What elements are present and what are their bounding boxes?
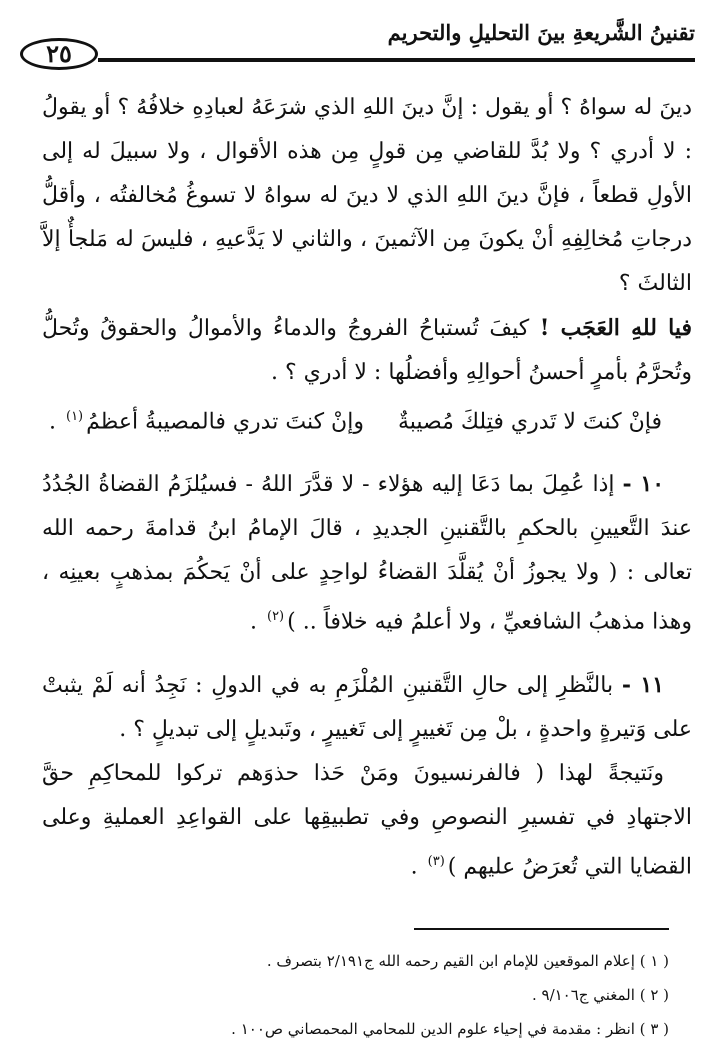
footnote-2: ( ٢ ) المغني ج٩/١٠٦ . <box>531 986 669 1004</box>
paragraph-2 <box>42 306 692 395</box>
page-header <box>20 20 695 72</box>
verse-second-hemistich: وإنْ كنتَ تدري فالمصيبةُ أعظمُ <box>86 409 364 435</box>
footnote-ref-1[interactable]: (١) <box>65 409 84 424</box>
main-text <box>42 86 692 889</box>
paragraph-10-text: إذا عُمِلَ بما دَعَا إليه هؤلاء - لا قدَّرَ اللهُ - فسيُلزَمُ القضاةُ الجُدُدُ عندَ التَّعيينِ بالحكمِ بالتَّقنينِ الجديدِ ، قالَ الإمامُ ابنُ قدامةَ رحمه الله تعالى : ( ولا يجوزُ أنْ يُقلَّدَ القضاءُ لواحِدٍ على أنْ يَحكُمَ بمذهبٍ بعينِه ، وهذا مذهبُ الشافعيِّ ، ولا أعلمُ فيه خلافاً .. ) <box>42 472 692 635</box>
paragraph-11 <box>42 663 692 752</box>
paragraph-11-text: بالنَّظرِ إلى حالِ التَّقنينِ المُلْزَمِ به في الدولِ : نَجِدُ أنه لَمْ يثبتْ على وَتيرةٍ واحدةٍ ، بلْ مِن تَغييرٍ إلى تَغييرٍ ، وتَبديلٍ إلى تبديلٍ ؟ . <box>42 672 692 742</box>
footnote-separator <box>414 928 669 930</box>
paragraph-10: ١٠ - إذا عُمِلَ بما دَعَا إليه هؤلاء - لا قدَّرَ اللهُ - فسيُلزَمُ القضاةُ الجُدُدُ عندَ التَّعيينِ بالحكمِ بالتَّقنينِ الجديدِ ، قالَ الإمامُ ابنُ قدامةَ رحمه الله تعالى : ( ولا يجوزُ أنْ يُقلَّدَ القضاءُ لواحِدٍ على أنْ يَحكُمَ بمذهبٍ بعينِه ، وهذا مذهبُ الشافعيِّ ، ولا أعلمُ فيه خلافاً .. )$^{(٢)}$ . <box>42 471 692 635</box>
footnotes <box>29 944 669 1046</box>
paragraph-1-text: دينَ له سواهُ ؟ أو يقول : إنَّ دينَ اللهِ الذي شرَعَهُ لعبادِهِ خلافُهُ ؟ أو يقولُ : لا أدري ؟ ولا بُدَّ للقاضي مِن قولٍ مِن هذه الأقوال ، ولا سبيلَ له إلى الأولِ قطعاً ، فإنَّ دينَ اللهِ الذي لا دينَ له سواهُ لا تسوغُ مُخالفتُه ، وأقلُّ درجاتِ مُخالِفِهِ أنْ يكونَ مِن الآثمينَ ، والثاني لا يَدَّعيهِ ، فليسَ له مَلجأٌ إلاَّ الثالثَ ؟ <box>42 95 692 296</box>
page-number: ٢٥ <box>20 38 98 70</box>
item-number-10: ١٠ - <box>622 471 665 498</box>
footnote-ref-3[interactable]: (٣) <box>427 853 445 869</box>
paragraph-result-text: ونَتيجةً لهذا ( فالفرنسيونَ ومَنْ حَذا حذوَهم تركوا للمحاكِمِ حقَّ الاجتهادِ في تفسيرِ النصوصِ وفي تطبيقِها على القواعِدِ العمليةِ وعلى القضايا التي تُعرَضُ عليهم ) <box>42 760 692 879</box>
paragraph-2-text: كيفَ تُستباحُ الفروجُ والدماءُ والأموالُ والحقوقُ وتُحلُّ وتُحرَّمُ بأمرٍ أحسنُ أحوالِهِ وأفضلُها : لا أدري ؟ . <box>42 316 692 385</box>
item-number-11: ١١ - <box>621 671 664 698</box>
footnote-3: ( ٣ ) انظر : مقدمة في إحياء علوم الدين للمحامي المحمصاني ص١٠٠ . <box>231 1020 669 1038</box>
running-title: تقنينُ الشَّريعةِ بينَ التحليلِ والتحريم <box>387 20 695 45</box>
exclamation-phrase: فيا للهِ العَجَب ! <box>539 315 692 341</box>
footnote-1: ( ١ ) إعلام الموقعين للإمام ابن القيم رحمه الله ج٢/١٩١ بتصرف . <box>266 952 669 970</box>
paragraph-1 <box>42 86 692 306</box>
paragraph-result: ونَتيجةً لهذا ( فالفرنسيونَ ومَنْ حَذا حذوَهم تركوا للمحاكِمِ حقَّ الاجتهادِ في تفسيرِ النصوصِ وفي تطبيقِها على القواعِدِ العمليةِ وعلى القضايا التي تُعرَضُ عليهم )$^{(٣)}$ . <box>42 760 692 879</box>
footnote-ref-2[interactable]: (٢) <box>266 609 285 625</box>
header-rule <box>98 58 695 62</box>
poetry-verse: فإنْ كنتَ لا تَدري فتِلكَ مُصيبةٌوإنْ كنتَ تدري فالمصيبةُ أعظمُ$^{(١)}$ . <box>48 409 662 435</box>
verse-first-hemistich: فإنْ كنتَ لا تَدري فتِلكَ مُصيبةٌ <box>397 409 662 435</box>
